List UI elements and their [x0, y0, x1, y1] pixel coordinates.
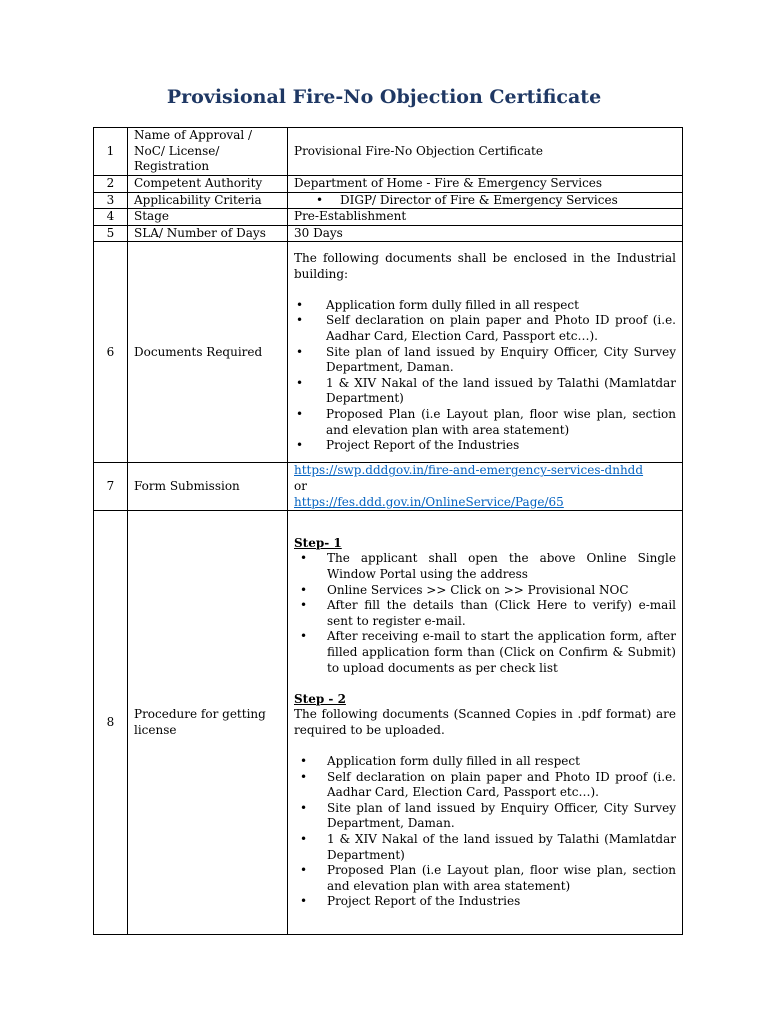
bullet-icon: •	[296, 297, 304, 312]
bullet-icon: •	[300, 769, 308, 784]
list-item: • Proposed Plan (i.e Layout plan, floor wise plan, section and elevation plan with area statement)	[296, 406, 676, 437]
documents-list	[294, 298, 676, 454]
row-value: 30 Days	[288, 225, 683, 242]
list-item: • Application form dully filled in all respect	[300, 754, 580, 769]
table-row	[94, 192, 683, 209]
criteria-bullet-item	[294, 193, 676, 209]
list-item: • Project Report of the Industries	[300, 894, 521, 909]
list-item: • Site plan of land issued by Enquiry Officer, City Survey Department, Daman.	[296, 344, 676, 375]
row-number: 2	[94, 176, 128, 193]
row-field-label: Procedure for getting license	[128, 511, 288, 935]
procedure-cell	[288, 511, 683, 935]
bullet-icon: •	[296, 313, 304, 328]
bullet-icon: •	[300, 598, 308, 613]
list-item: • Online Services >> Click on >> Provisional NOC	[300, 582, 629, 597]
table-row	[94, 463, 683, 511]
bullet-icon: •	[300, 863, 308, 878]
row-field-label: Form Submission	[128, 463, 288, 511]
table-row	[94, 128, 683, 176]
list-item: • Self declaration on plain paper and Photo ID proof (i.e. Aadhar Card, Election Card, Passport etc…).	[300, 769, 676, 800]
list-item: • 1 & XIV Nakal of the land issued by Talathi (Mamlatdar Department)	[300, 832, 676, 862]
row-field-label: Name of Approval / NoC/ License/ Registration	[128, 128, 288, 176]
list-item: • Application form dully filled in all respect	[296, 297, 579, 312]
step-2-heading: Step - 2	[294, 691, 346, 706]
list-item: • Self declaration on plain paper and Photo ID proof (i.e. Aadhar Card, Election Card, Passport etc…).	[296, 313, 676, 343]
swp-portal-link[interactable]: https://swp.dddgov.in/fire-and-emergency-services-dnhdd	[294, 463, 644, 478]
bullet-icon: •	[300, 551, 308, 566]
row-value: Department of Home - Fire & Emergency Services	[288, 176, 683, 193]
bullet-icon: •	[300, 629, 308, 644]
bullet-icon: •	[296, 406, 304, 421]
table-row	[94, 209, 683, 226]
form-submission-cell	[288, 463, 683, 511]
documents-cell	[288, 242, 683, 463]
step-2-intro: The following documents (Scanned Copies in .pdf format) are required to be uploaded.	[294, 707, 676, 737]
table-row	[94, 511, 683, 935]
list-item: • After fill the details than (Click Here to verify) e-mail sent to register e-mail.	[300, 598, 676, 628]
list-item: • Project Report of the Industries	[296, 438, 520, 453]
bullet-icon: •	[296, 438, 304, 453]
row-value: Provisional Fire-No Objection Certificate	[288, 128, 683, 176]
row-value	[288, 192, 683, 209]
list-item: • The applicant shall open the above Online Single Window Portal using the address	[300, 551, 676, 581]
step-1-heading: Step- 1	[294, 535, 342, 550]
row-number: 6	[94, 242, 128, 463]
bullet-icon: •	[300, 582, 308, 597]
row-number: 4	[94, 209, 128, 226]
row-field-label: Stage	[128, 209, 288, 226]
table-row	[94, 225, 683, 242]
row-number: 5	[94, 225, 128, 242]
list-item: • 1 & XIV Nakal of the land issued by Talathi (Mamlatdar Department)	[296, 375, 676, 406]
list-item: • After receiving e-mail to start the application form, after filled application form than (Click on Confirm & Submit) to upload documents as per check list	[300, 629, 676, 675]
row-field-label: Competent Authority	[128, 176, 288, 193]
bullet-icon: •	[300, 800, 308, 815]
row-field-label: Documents Required	[128, 242, 288, 463]
documents-intro: The following documents shall be enclosed in the Industrial building:	[294, 251, 676, 281]
row-field-label: Applicability Criteria	[128, 192, 288, 209]
row-value: Pre-Establishment	[288, 209, 683, 226]
row-number: 1	[94, 128, 128, 176]
list-item: • Site plan of land issued by Enquiry Officer, City Survey Department, Daman.	[300, 800, 676, 831]
row-number: 7	[94, 463, 128, 511]
fes-portal-link[interactable]: https://fes.ddd.gov.in/OnlineService/Page/65	[294, 494, 564, 509]
step-2-list	[294, 754, 676, 910]
bullet-icon: •	[296, 375, 304, 390]
row-number: 8	[94, 511, 128, 935]
row-number: 3	[94, 192, 128, 209]
criteria-text: DIGP/ Director of Fire & Emergency Services	[340, 192, 618, 207]
row-field-label: SLA/ Number of Days	[128, 225, 288, 242]
bullet-icon: •	[300, 754, 308, 769]
noc-details-table	[93, 127, 683, 935]
bullet-icon: •	[300, 832, 308, 847]
list-item: • Proposed Plan (i.e Layout plan, floor wise plan, section and elevation plan with area statement)	[300, 863, 676, 893]
bullet-icon: •	[300, 894, 308, 909]
table-row	[94, 176, 683, 193]
bullet-icon: •	[316, 192, 324, 207]
step-1-list	[294, 551, 676, 676]
bullet-icon: •	[296, 344, 304, 359]
table-row	[94, 242, 683, 463]
or-text: or	[294, 479, 307, 494]
document-title: Provisional Fire-No Objection Certificate	[166, 86, 602, 108]
